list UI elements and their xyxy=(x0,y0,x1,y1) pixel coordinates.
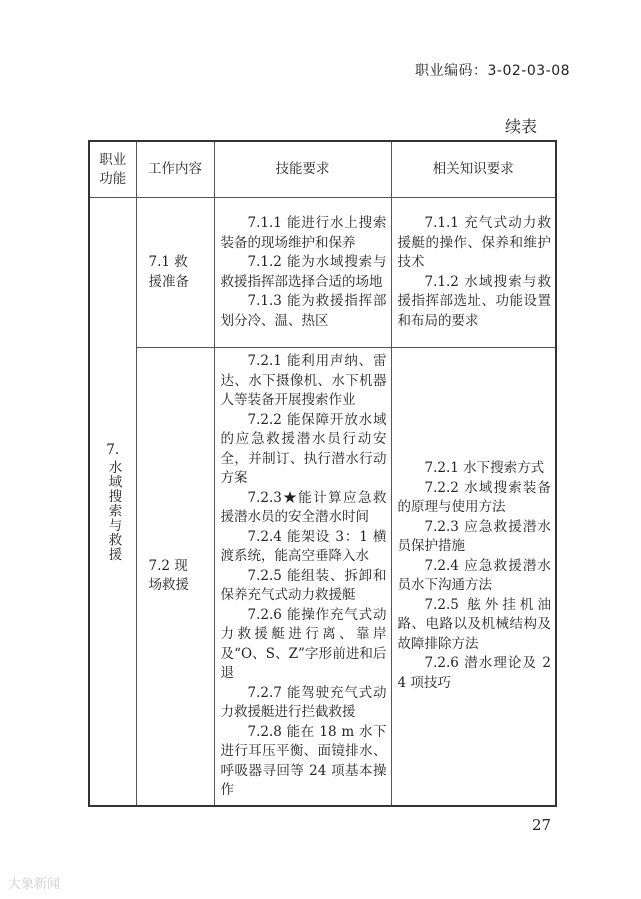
skill-item: 7.2.2 能保障开放水域的应急救援潜水员行动安全，并制订、执行潜水行动方案 xyxy=(220,411,387,486)
watermark-logo: 大象新闻 xyxy=(8,877,61,892)
work-cell: 7.1 救援准备 xyxy=(136,198,214,348)
knowledge-item: 7.2.3 应急救援潜水员保护措施 xyxy=(397,518,551,555)
skill-item: 7.2.1 能利用声纳、雷达、水下摄像机、水下机器人等装备开展搜索作业 xyxy=(220,353,387,408)
page-number: 27 xyxy=(532,816,552,834)
skill-item: 7.1.1 能进行水上搜索装备的现场维护和保养 xyxy=(220,215,387,251)
table-header-row xyxy=(89,141,556,198)
knowledge-item: 7.2.1 水下搜索方式 xyxy=(424,460,545,477)
skill-item: 7.2.5 能组装、拆卸和保养充气式动力救援艇 xyxy=(220,567,387,603)
knowledge-item: 7.1.1 充气式动力救援艇的操作、保养和维护技术 xyxy=(397,215,551,270)
knowledge-cell xyxy=(391,348,556,806)
knowledge-item: 7.1.2 水域搜索与救援指挥部选址、功能设置和布局的要求 xyxy=(397,273,551,329)
table-row xyxy=(89,198,556,348)
occupation-code: 职业编码：3-02-03-08 xyxy=(415,63,571,79)
skill-item: 7.1.3 能为救援指挥部划分冷、温、热区 xyxy=(220,293,387,329)
skills-cell xyxy=(214,198,391,348)
skill-item: 7.2.3★能计算应急救援潜水员的安全潜水时间 xyxy=(220,489,387,525)
knowledge-item: 7.2.6 潜水理论及 24 项技巧 xyxy=(397,655,551,691)
column-header-knowledge: 相关知识要求 xyxy=(391,141,556,198)
table-row xyxy=(89,348,556,806)
column-header-work: 工作内容 xyxy=(136,141,214,198)
work-cell: 7.2 现场救援 xyxy=(136,348,214,806)
knowledge-cell xyxy=(391,198,556,348)
function-number: 7. xyxy=(106,441,120,458)
function-cell xyxy=(89,198,136,806)
knowledge-item: 7.2.4 应急救援潜水员水下沟通方法 xyxy=(397,557,551,594)
skill-item: 7.2.7 能驾驶充气式动力救援艇进行拦截救援 xyxy=(220,684,387,720)
skill-item: 7.2.6 能操作充气式动力救援艇进行离、靠岸及“O、S、Z”字形前进和后退 xyxy=(220,606,387,681)
knowledge-item: 7.2.5 舷外挂机油路、电路以及机械结构及故障排除方法 xyxy=(397,596,551,652)
column-header-skills: 技能要求 xyxy=(214,141,391,198)
skill-item: 7.1.2 能为水域搜索与救援指挥部选择合适的场地 xyxy=(220,254,387,290)
knowledge-item: 7.2.2 水域搜索装备的原理与使用方法 xyxy=(397,479,551,516)
column-header-function: 职业功能 xyxy=(89,141,136,198)
function-name: 水域搜索与救援 xyxy=(105,460,122,562)
skills-cell xyxy=(214,348,391,806)
skill-item: 7.2.8 能在 18 m 水下进行耳压平衡、面镜排水、呼吸器寻回等 24 项基本操作 xyxy=(220,723,387,798)
continued-label: 续表 xyxy=(505,117,538,136)
skill-item: 7.2.4 能架设 3：1 横渡系统，能高空垂降入水 xyxy=(220,528,387,564)
skills-table xyxy=(88,140,557,807)
